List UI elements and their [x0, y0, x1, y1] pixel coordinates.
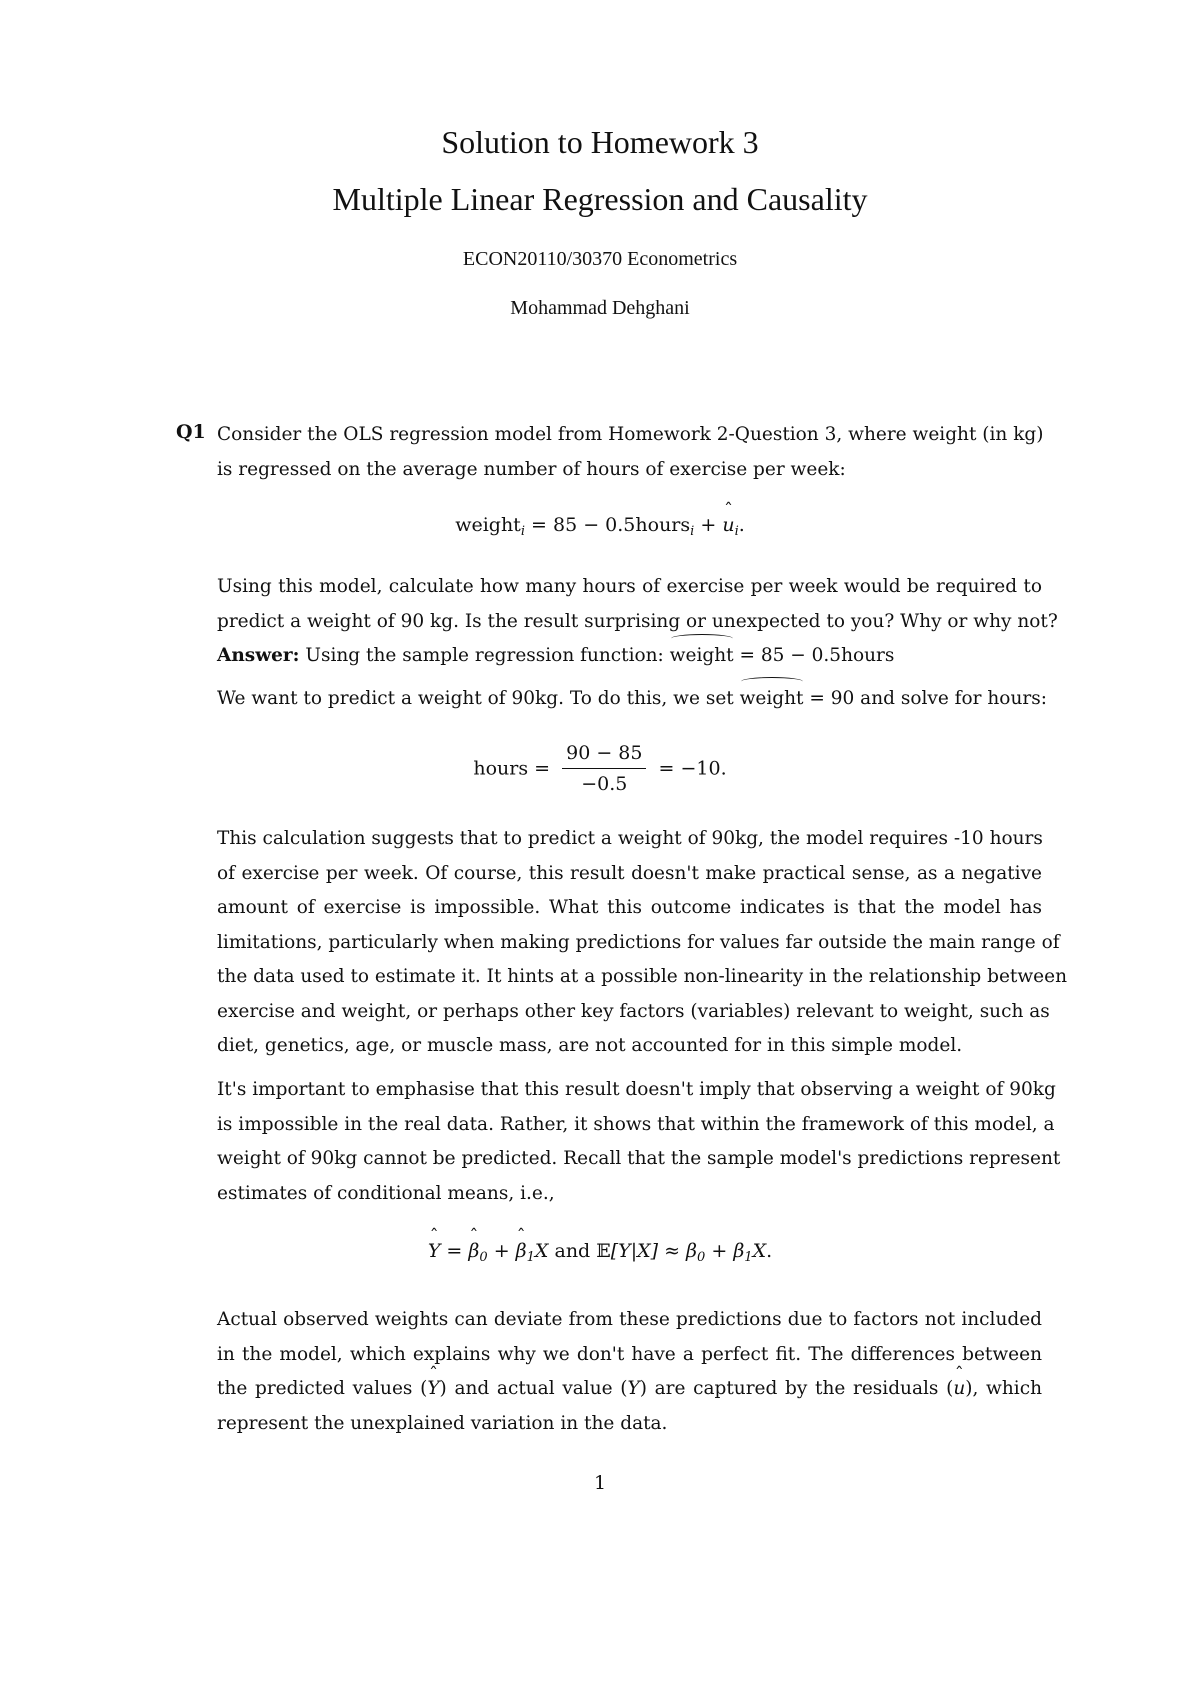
question-prompt — [217, 570, 1058, 716]
eq-subscript: 1 — [526, 1250, 535, 1265]
eq-term: and — [548, 1240, 597, 1262]
paragraph-line: amount of exercise is impossible. What this outcome indicates is that the model has — [217, 897, 1042, 918]
paragraph-interpretation — [217, 822, 1067, 1064]
intro-line: is regressed on the average number of hours of exercise per week: — [217, 458, 846, 480]
document-title: Solution to Homework 3 — [441, 124, 759, 160]
text-run: the predicted values ( — [217, 1378, 428, 1399]
paragraph-line: It's important to emphasise that this result doesn't imply that observing a weight of 90kg — [217, 1079, 1056, 1100]
y-hat: ˆ Y — [427, 1372, 439, 1407]
eq-term: [Y|X] — [610, 1240, 659, 1262]
paragraph-line: limitations, particularly when making predictions for values far outside the main range of — [217, 931, 1060, 953]
paragraph-line: estimates of conditional means, i.e., — [217, 1182, 555, 1204]
set-text: We want to predict a weight of 90kg. To do this, we set — [217, 687, 740, 709]
text-run: ), which — [965, 1378, 1042, 1399]
answer-line — [217, 639, 1042, 674]
paragraph-line: represent the unexplained variation in the data. — [217, 1412, 668, 1434]
eq-term: . — [738, 514, 745, 536]
paragraph-residuals — [217, 1303, 1042, 1441]
paragraph-line: diet, genetics, age, or muscle mass, are not accounted for in this simple model. — [217, 1035, 963, 1056]
paragraph-line: in the model, which explains why we don't have a perfect fit. The differences between — [217, 1343, 1042, 1365]
paragraph-line: weight of 90kg cannot be predicted. Recall that the sample model's predictions represent — [217, 1148, 1061, 1169]
paragraph-emphasis — [217, 1073, 1061, 1211]
eq-term: = 85 − 0.5hours — [525, 514, 691, 536]
eq-subscript: 0 — [479, 1250, 488, 1265]
eq-subscript: i — [690, 524, 695, 539]
eq-subscript: 0 — [697, 1250, 706, 1265]
paragraph-line — [217, 1372, 1042, 1407]
y-hat: ˆ Y — [428, 1240, 441, 1262]
regression-equation — [0, 514, 1200, 539]
author-name: Mohammad Dehghani — [510, 297, 690, 319]
eq-subscript: i — [734, 524, 739, 539]
eq-term: = −10. — [652, 757, 727, 780]
fraction — [562, 742, 646, 795]
fraction-denominator: −0.5 — [581, 773, 628, 795]
eq-term: hours = — [473, 757, 557, 780]
u-hat: ˆ u — [953, 1372, 965, 1407]
paragraph-line: Actual observed weights can deviate from these predictions due to factors not included — [217, 1309, 1042, 1330]
page-number: 1 — [593, 1472, 607, 1494]
beta-hat: ˆ β — [468, 1240, 479, 1262]
answer-text: Using the sample regression function: — [299, 645, 670, 666]
eq-residual-hat: ˆ u — [722, 514, 734, 536]
prompt-line: predict a weight of 90 kg. Is the result surprising or unexpected to you? Why or why not? — [217, 610, 1058, 632]
eq-term: . — [766, 1240, 773, 1262]
eq-term: X — [534, 1240, 549, 1262]
hours-equation — [0, 742, 1200, 795]
paragraph-line: This calculation suggests that to predict a weight of 90kg, the model requires -10 hours — [217, 828, 1043, 849]
eq-term: = — [440, 1240, 469, 1262]
course-name: ECON20110/30370 Econometrics — [462, 248, 738, 270]
document-subtitle: Multiple Linear Regression and Causality — [332, 181, 868, 217]
intro-line: Consider the OLS regression model from Homework 2-Question 3, where weight (in kg) — [217, 424, 1044, 445]
text-run: ) are captured by the residuals ( — [639, 1378, 954, 1399]
y-symbol: Y — [627, 1378, 640, 1399]
eq-subscript: 1 — [744, 1250, 753, 1265]
beta-symbol: β — [686, 1240, 698, 1262]
weight-hat: weight — [740, 682, 804, 717]
eq-term: + — [487, 1240, 516, 1262]
weight-hat: weight — [670, 639, 734, 674]
eq-term: ≈ — [658, 1240, 687, 1262]
text-run: ) and actual value ( — [439, 1378, 628, 1399]
eq-term: + — [705, 1240, 734, 1262]
prompt-line: Using this model, calculate how many hours of exercise per week would be required to — [217, 576, 1042, 597]
eq-subscript: i — [520, 524, 525, 539]
expectation-symbol: 𝔼 — [596, 1240, 611, 1262]
fraction-numerator: 90 − 85 — [562, 742, 646, 769]
conditional-mean-equation — [0, 1240, 1200, 1265]
answer-text: = 85 − 0.5hours — [733, 645, 895, 666]
paragraph-line: exercise and weight, or perhaps other key factors (variables) relevant to weight, such as — [217, 1000, 1050, 1022]
question-label: Q1 — [176, 421, 206, 443]
paragraph-line: the data used to estimate it. It hints at a possible non-linearity in the relationship between — [217, 966, 1067, 987]
answer-label: Answer: — [217, 645, 300, 666]
eq-term: X — [752, 1240, 767, 1262]
eq-term: + — [694, 514, 723, 536]
set-text: = 90 and solve for hours: — [803, 687, 1047, 709]
paragraph-line: is impossible in the real data. Rather, it shows that within the framework of this model, a — [217, 1113, 1055, 1135]
question-intro — [217, 418, 1042, 487]
set-line — [217, 682, 1047, 717]
beta-hat: ˆ β — [516, 1240, 527, 1262]
beta-symbol: β — [733, 1240, 745, 1262]
eq-term: weight — [455, 514, 521, 536]
paragraph-line: of exercise per week. Of course, this result doesn't make practical sense, as a negative — [217, 862, 1042, 884]
